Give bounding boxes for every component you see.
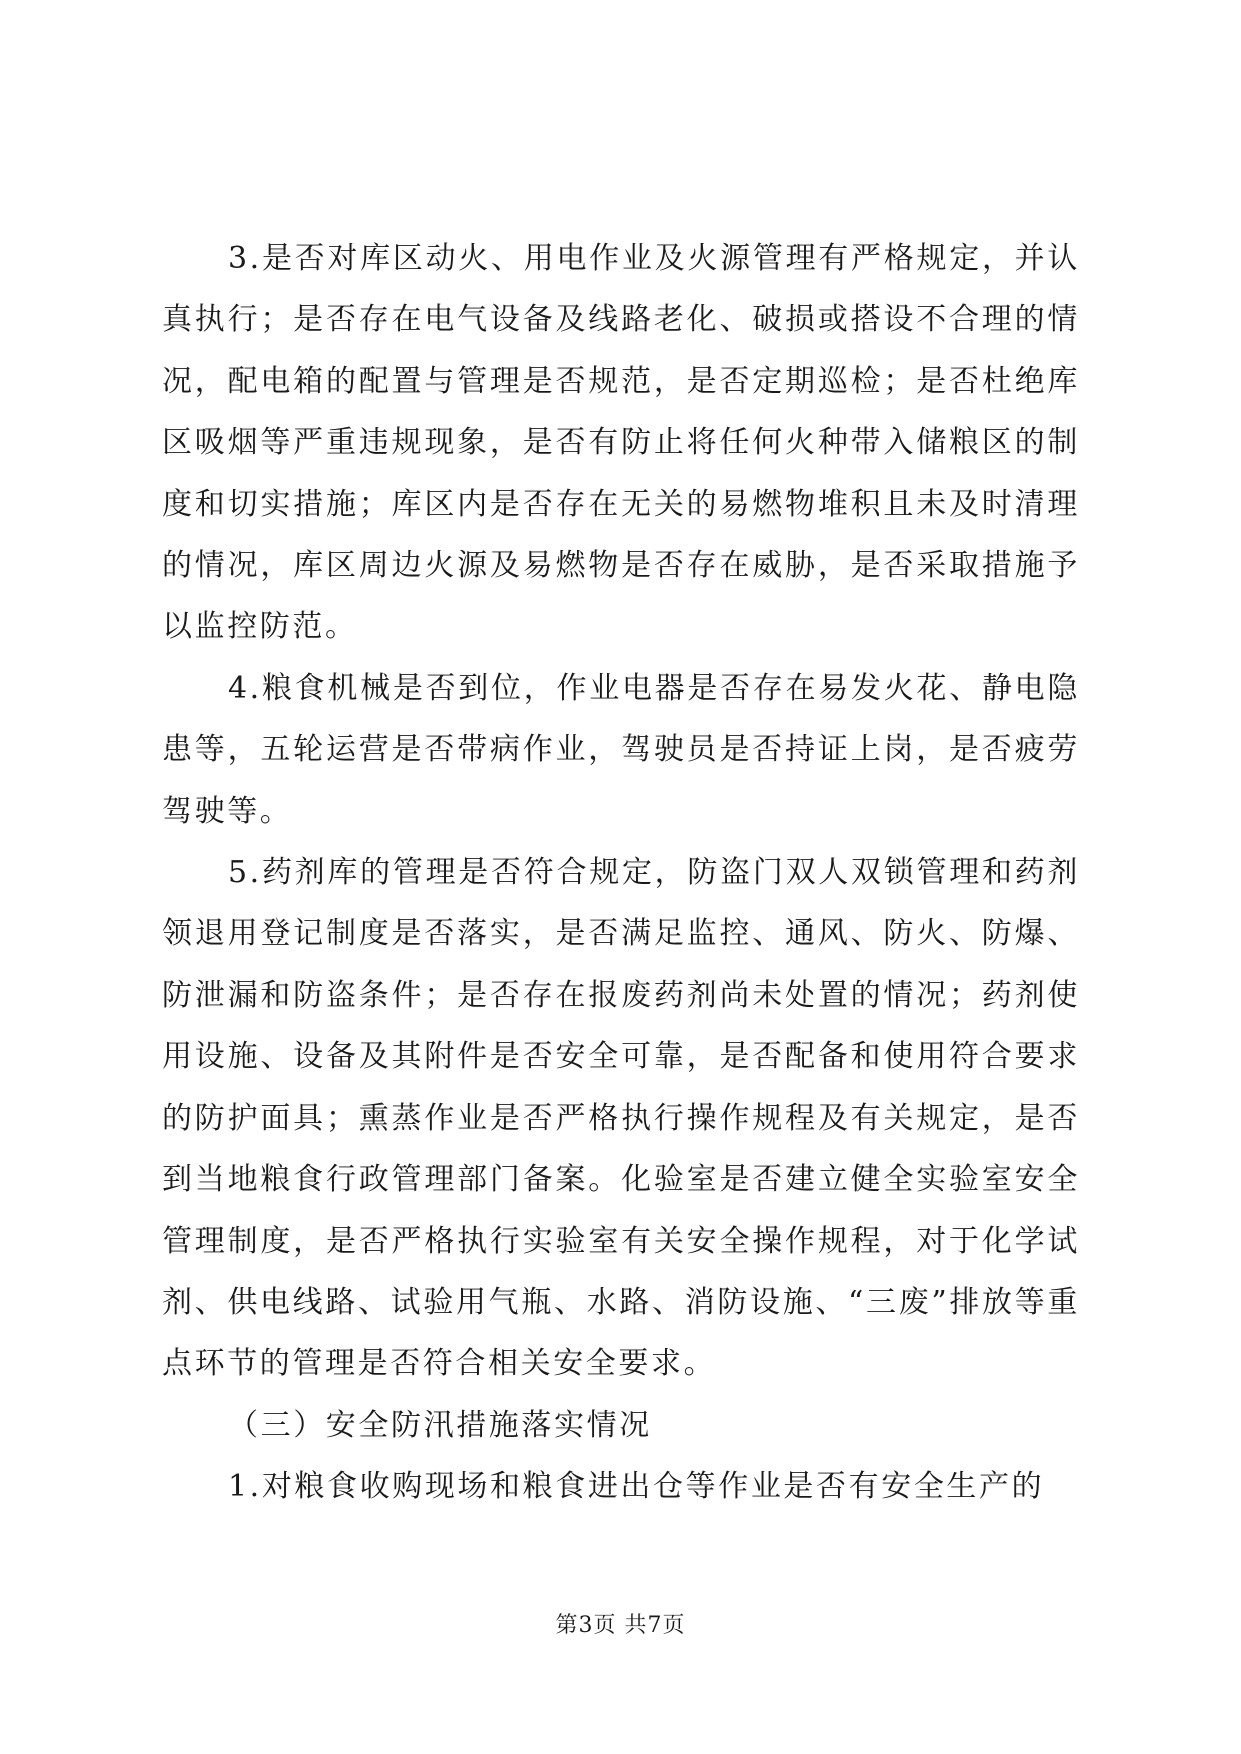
paragraph-item-4: 4.粮食机械是否到位，作业电器是否存在易发火花、静电隐患等，五轮运营是否带病作业，驾驶员是否持证上岗，是否疲劳驾驶等。	[162, 670, 1080, 829]
document-body	[162, 228, 1080, 1518]
paragraph-item-5: 5.药剂库的管理是否符合规定，防盗门双人双锁管理和药剂领退用登记制度是否落实，是否满足监控、通风、防火、防爆、防泄漏和防盗条件；是否存在报废药剂尚未处置的情况；药剂使用设施、设备及其附件是否安全可靠，是否配备和使用符合要求的防护面具；熏蒸作业是否严格执行操作规程及有关规定，是否到当地粮食行政管理部门备案。化验室是否建立健全实验室安全管理制度，是否严格执行实验室有关安全操作规程，对于化学试剂、供电线路、试验用气瓶、水路、消防设施、“三废”排放等重点环节的管理是否符合相关安全要求。	[162, 855, 1080, 1382]
paragraph-item-3: 3.是否对库区动火、用电作业及火源管理有严格规定，并认真执行；是否存在电气设备及线路老化、破损或搭设不合理的情况，配电箱的配置与管理是否规范，是否定期巡检；是否杜绝库区吸烟等严重违规现象，是否有防止将任何火种带入储粮区的制度和切实措施；库区内是否存在无关的易燃物堆积且未及时清理的情况，库区周边火源及易燃物是否存在威胁，是否采取措施予以监控防范。	[162, 241, 1080, 645]
section-heading: （三）安全防汛措施落实情况	[228, 1407, 652, 1443]
paragraph-item-1: 1.对粮食收购现场和粮食进出仓等作业是否有安全生产的	[228, 1469, 1045, 1505]
page-number-footer: 第3页 共7页	[555, 1613, 686, 1638]
